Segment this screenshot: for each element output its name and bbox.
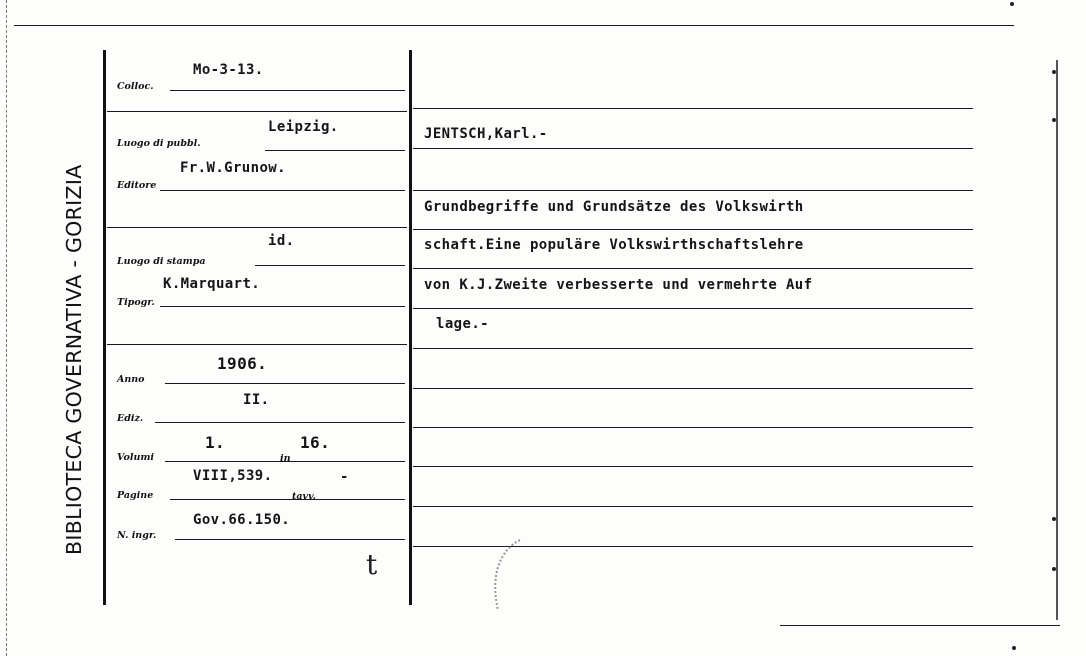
entry-title-line: lage.-	[436, 316, 489, 332]
entry-rule	[413, 229, 973, 230]
entry-rule	[413, 427, 973, 428]
luogo-pubbl-label: Luogo di pubbl.	[117, 138, 201, 149]
left-rule	[160, 306, 405, 307]
entry-rule	[413, 388, 973, 389]
entry-author: JENTSCH,Karl.-	[424, 126, 548, 142]
tipogr-label: Tipogr.	[117, 297, 155, 308]
tipogr-value: K.Marquart.	[163, 276, 261, 292]
pagine-label: Pagine	[117, 490, 154, 501]
scan-mark	[1052, 70, 1056, 74]
entry-rule	[413, 108, 973, 109]
entry-rule	[413, 190, 973, 191]
entry-rule	[413, 506, 973, 507]
handwritten-mark: t	[366, 548, 378, 581]
colloc-value: Mo-3-13.	[193, 62, 264, 78]
entry-rule	[413, 466, 973, 467]
left-rule	[107, 227, 407, 228]
left-rule	[255, 265, 405, 266]
entry-title-line: schaft.Eine populäre Volkswirthschaftslehre	[424, 237, 804, 253]
in-value: 16.	[300, 433, 331, 452]
left-rule	[170, 499, 405, 500]
colloc-label: Colloc.	[117, 81, 154, 92]
luogo-stampa-value: id.	[268, 233, 295, 249]
n-ingr-value: Gov.66.150.	[193, 512, 291, 528]
entry-title-line: Grundbegriffe und Grundsätze des Volkswirth	[424, 199, 804, 215]
top-border	[14, 25, 1014, 26]
left-rule	[160, 190, 405, 191]
left-rule	[175, 539, 405, 540]
scan-mark	[1012, 646, 1016, 650]
in-label: in	[280, 453, 291, 464]
scan-mark	[1052, 567, 1056, 571]
right-edge	[1056, 60, 1058, 620]
left-rule	[107, 344, 407, 345]
left-rule	[170, 90, 405, 91]
anno-label: Anno	[117, 374, 145, 385]
editore-label: Editore	[117, 180, 157, 191]
scan-mark	[1010, 2, 1014, 6]
pagine-value: VIII,539.	[193, 468, 273, 484]
editore-value: Fr.W.Grunow.	[180, 160, 286, 176]
entry-rule	[413, 348, 973, 349]
luogo-pubbl-value: Leipzig.	[268, 119, 339, 135]
ediz-label: Ediz.	[117, 413, 144, 424]
tavv-value: -	[340, 469, 349, 485]
ink-smudge	[480, 535, 530, 615]
left-rule	[107, 111, 407, 112]
luogo-stampa-label: Luogo di stampa	[117, 256, 206, 267]
scan-mark	[1052, 517, 1056, 521]
middle-column-rule	[409, 50, 412, 605]
left-rule	[155, 422, 405, 423]
entry-rule	[413, 268, 973, 269]
ediz-value: II.	[243, 392, 270, 408]
tavv-label: tavv.	[292, 491, 316, 502]
bottom-border	[780, 625, 1060, 626]
left-rule	[265, 150, 405, 151]
scan-mark	[1052, 118, 1056, 122]
entry-rule	[413, 148, 973, 149]
entry-title-line: von K.J.Zweite verbesserte und vermehrte Auf	[424, 277, 813, 293]
institution-stamp: BIBLIOTECA GOVERNATIVA - GORIZIA	[62, 164, 86, 555]
anno-value: 1906.	[217, 354, 268, 373]
left-edge	[6, 0, 7, 656]
n-ingr-label: N. ingr.	[117, 530, 157, 541]
volumi-value: 1.	[205, 433, 226, 452]
left-column-rule	[103, 50, 106, 605]
volumi-label: Volumi	[117, 452, 155, 463]
entry-rule	[413, 308, 973, 309]
left-rule	[165, 383, 405, 384]
